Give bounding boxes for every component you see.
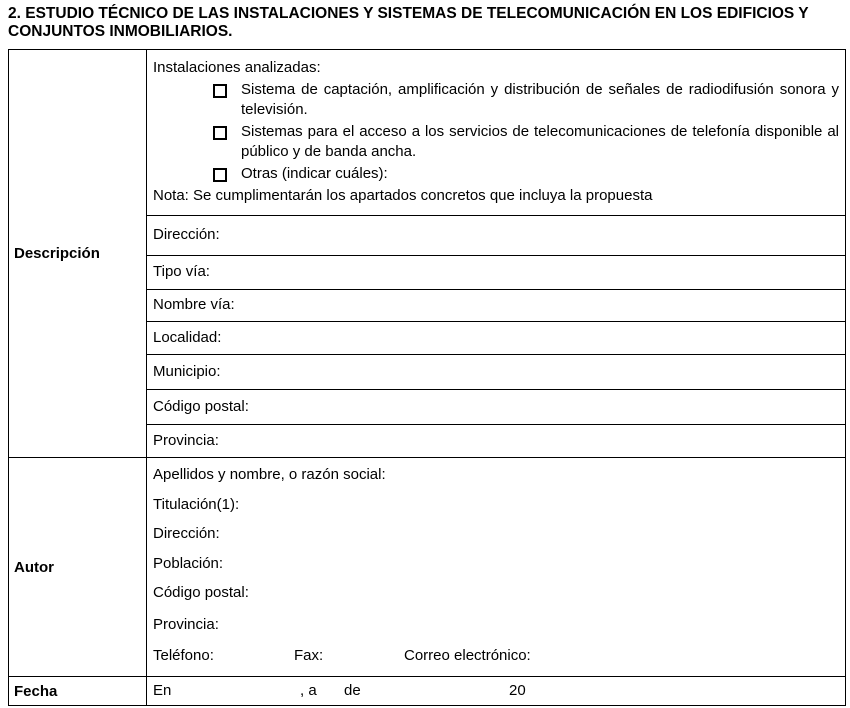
descripcion-label: Descripción [9, 50, 147, 458]
section-title: 2. ESTUDIO TÉCNICO DE LAS INSTALACIONES Y SISTEMAS DE TELECOMUNICACIÓN EN LOS EDIFICIOS Y CONJUNTOS INMOBILIARIOS. [8, 5, 809, 40]
codigo-postal-field[interactable]: Código postal: [147, 390, 846, 425]
option-telefonia-label: Sistemas para el acceso a los servicios de telecomunicaciones de telefonía disponible al público y de banda ancha. [241, 123, 839, 160]
provincia-field[interactable]: Provincia: [147, 425, 846, 458]
nombre-via-field[interactable]: Nombre vía: [147, 290, 846, 322]
instalaciones-intro: Instalaciones analizadas: [153, 59, 321, 76]
autor-direccion-field[interactable]: Dirección: [153, 525, 220, 542]
form-table [8, 49, 846, 706]
municipio-field[interactable]: Municipio: [147, 355, 846, 390]
fecha-en: En [153, 682, 172, 699]
razon-social-field[interactable]: Apellidos y nombre, o razón social: [153, 466, 386, 483]
autor-codigo-postal-field[interactable]: Código postal: [153, 584, 249, 601]
option-otras[interactable] [213, 164, 839, 184]
poblacion-field[interactable]: Población: [153, 554, 224, 572]
autor-label: Autor [9, 458, 147, 677]
tipo-via-field[interactable]: Tipo vía: [147, 256, 846, 290]
fecha-a: , a [300, 682, 317, 699]
checkbox-radiodifusion[interactable] [213, 84, 227, 98]
option-radiodifusion-label: Sistema de captación, amplificación y distribución de señales de radiodifusión sonora y televisión. [241, 81, 839, 118]
fecha-label: Fecha [9, 677, 147, 706]
option-otras-label: Otras (indicar cuáles): [241, 165, 388, 182]
option-radiodifusion[interactable] [213, 80, 839, 120]
correo-field[interactable]: Correo electrónico: [404, 646, 531, 664]
checkbox-telefonia[interactable] [213, 126, 227, 140]
titulacion-field[interactable]: Titulación(1): [153, 495, 240, 513]
autor-provincia-field[interactable]: Provincia: [153, 615, 219, 633]
direccion-field[interactable]: Dirección: [147, 216, 846, 256]
fecha-year: 20 [509, 682, 526, 699]
telefono-field[interactable]: Teléfono: [153, 646, 214, 664]
option-telefonia[interactable] [213, 122, 839, 162]
autor-cell [147, 458, 846, 677]
instalaciones-cell [147, 50, 846, 216]
checkbox-otras[interactable] [213, 168, 227, 182]
fax-field[interactable]: Fax: [294, 646, 324, 664]
nota-text: Nota: Se cumplimentarán los apartados concretos que incluya la propuesta [153, 187, 653, 204]
fecha-cell[interactable] [147, 677, 846, 706]
fecha-de: de [344, 682, 361, 699]
localidad-field[interactable]: Localidad: [147, 322, 846, 355]
